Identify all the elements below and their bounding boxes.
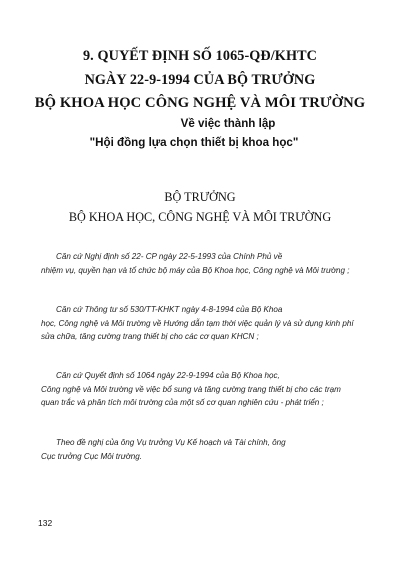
preamble-paragraph-3-rest: Công nghệ và Môi trường về việc bổ sung và tăng cường trang thiết bị cho các trạm quan trắc và phân tích môi trường của một số cơ quan nghiên cứu - phát triển ; xyxy=(41,384,341,408)
preamble-paragraph-2-lead: Căn cứ Thông tư số 530/TT-KHKT ngày 4-8-1994 của Bộ Khoa xyxy=(56,305,283,314)
decision-title-line-1: 9. QUYẾT ĐỊNH SỐ 1065-QĐ/KHTC xyxy=(82,48,317,64)
preamble-paragraph-4 xyxy=(41,436,361,463)
preamble-paragraph-4-lead: Theo đề nghị của ông Vụ trưởng Vụ Kế hoạch và Tài chính, ông xyxy=(56,438,286,447)
preamble-paragraph-1-rest: nhiệm vụ, quyền hạn và tổ chức bộ máy của Bộ Khoa học, Công nghệ và Môi trường ; xyxy=(41,265,350,275)
issuer-heading-line-2: BỘ KHOA HỌC, CÔNG NGHỆ VÀ MÔI TRƯỜNG xyxy=(68,210,332,224)
decision-subtitle-line-1: Về việc thành lập xyxy=(180,117,276,130)
preamble-paragraph-1-lead: Căn cứ Nghị định số 22- CP ngày 22-5-1993 của Chính Phủ về xyxy=(56,252,283,261)
decision-subtitle-line-2: "Hội đồng lựa chọn thiết bị khoa học" xyxy=(89,136,299,149)
decision-title-line-2: NGÀY 22-9-1994 CỦA BỘ TRƯỞNG xyxy=(84,72,316,88)
page-number: 132 xyxy=(38,518,53,528)
issuer-heading-line-1: BỘ TRƯỞNG xyxy=(164,190,236,204)
preamble-paragraph-1 xyxy=(41,250,361,277)
preamble-paragraph-3-lead: Căn cứ Quyết định số 1064 ngày 22-9-1994 của Bộ Khoa học, xyxy=(56,371,280,380)
preamble-paragraph-3 xyxy=(41,369,361,410)
decision-title-line-3: BỘ KHOA HỌC CÔNG NGHỆ VÀ MÔI TRƯỜNG xyxy=(34,95,366,111)
preamble-paragraph-4-rest: Cục trưởng Cục Môi trường. xyxy=(41,451,143,461)
preamble-paragraph-2-rest: học, Công nghệ và Môi trường về Hướng dẫn tạm thời việc quản lý và sử dụng kinh phí sửa chữa, tăng cường trang thiết bị cho các cơ quan KHCN ; xyxy=(41,318,354,342)
preamble-paragraph-2 xyxy=(41,303,361,344)
